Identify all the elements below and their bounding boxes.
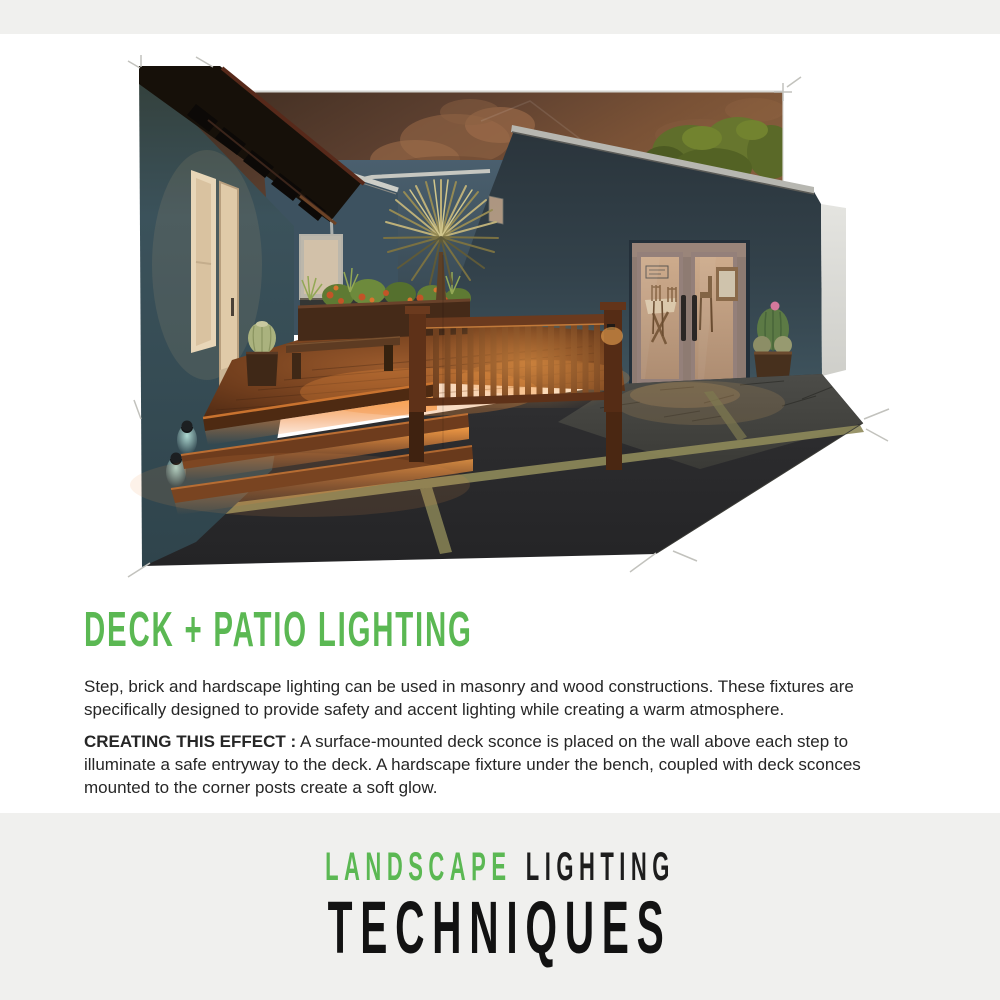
brand-word-techniques: TECHNIQUES [328,886,672,969]
content-section [84,603,924,808]
lit-window [191,170,216,353]
footer-band [0,813,1000,1000]
page-title: DECK + PATIO LIGHTING [84,603,473,657]
post-sconce-glow [601,327,623,345]
light-panel [821,204,846,376]
brand-word-lighting: LIGHTING [525,845,675,889]
patio-doors [622,240,754,399]
door-handle [231,298,234,316]
effect-paragraph-lead: CREATING THIS EFFECT : [84,732,297,751]
effect-paragraph-body: A surface-mounted deck sconce is placed on the wall above each step to illuminate a safe entryway to the deck. A hardscape fixture under the bench, coupled with deck sconces mounted to the corner posts create a soft glow. [84,732,861,797]
brand-word-landscape: LANDSCAPE [325,845,512,889]
potted-cactus-left [246,321,278,386]
interior-picture-frame [716,267,738,301]
effect-paragraph [84,730,924,799]
intro-paragraph: Step, brick and hardscape lighting can be used in masonry and wood constructions. These fixtures are specifically designed to provide safety and accent lighting while creating a warm atmosphere. [84,677,854,719]
brand-line [325,845,675,889]
